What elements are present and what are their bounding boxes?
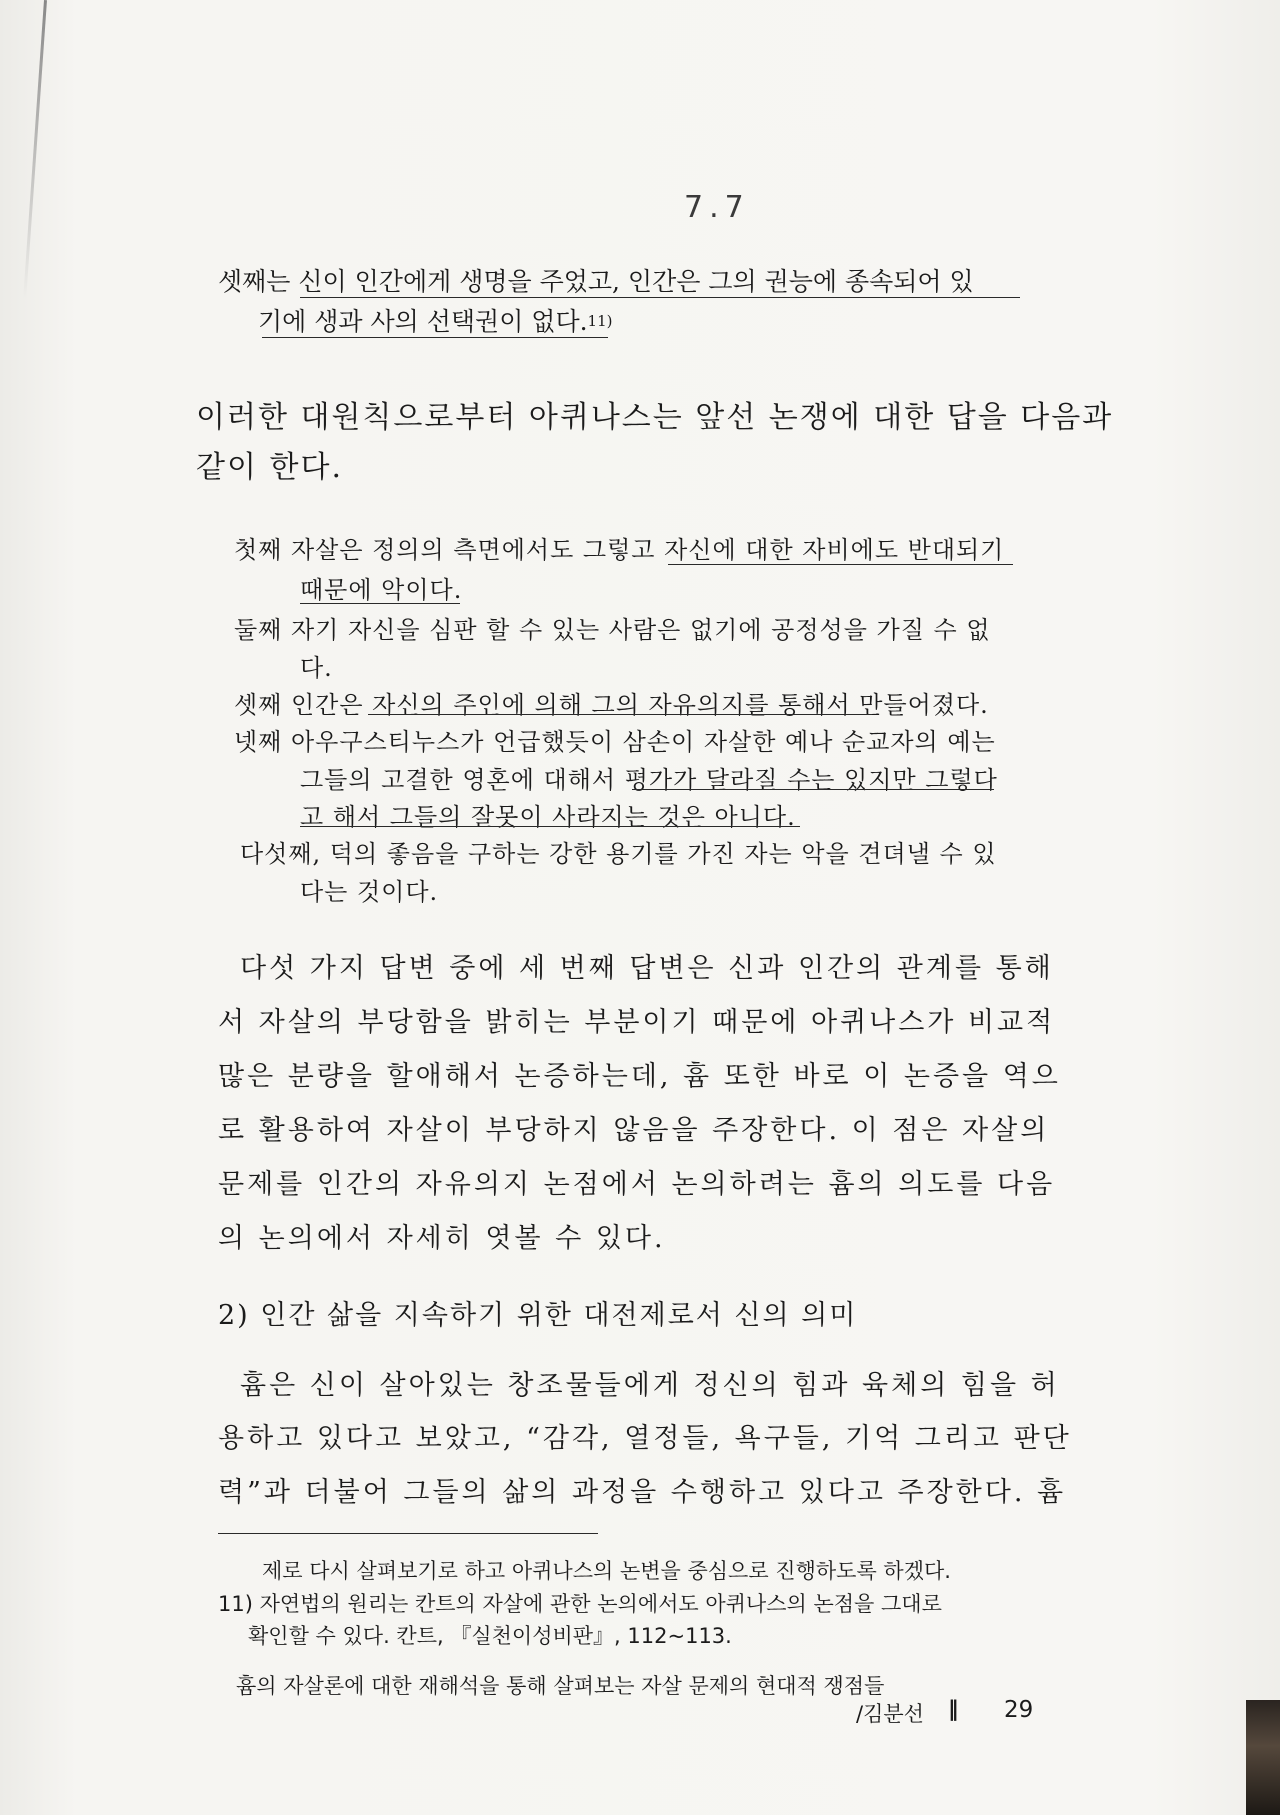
hume-para-line-2: 용하고 있다고 보았고, “감각, 열정들, 욕구들, 기억 그리고 판단 — [218, 1423, 1072, 1454]
section-heading: 2) 인간 삶을 지속하기 위한 대전제로서 신의 의미 — [218, 1300, 858, 1331]
pen-underline — [632, 789, 994, 790]
answer-5-line-2: 다는 것이다. — [300, 878, 439, 906]
footnote-11-line-2: 확인할 수 있다. 칸트, 『실천이성비판』, 112~113. — [248, 1624, 732, 1648]
hume-para-line-3: 력”과 더불어 그들의 삶의 과정을 수행하고 있다고 주장한다. 흄 — [218, 1477, 1067, 1508]
quote-third-line-1: 셋째는 신이 인간에게 생명을 주었고, 인간은 그의 권능에 종속되어 있 — [218, 267, 974, 296]
page-number: 29 — [1004, 1697, 1034, 1723]
running-footer-title: 흄의 자살론에 대한 재해석을 통해 살펴보는 자살 문제의 현대적 쟁점들 — [236, 1674, 885, 1698]
quote-third-line-2 — [258, 302, 613, 338]
answer-5-line-1: 다섯째, 덕의 좋음을 구하는 강한 용기를 가진 자는 악을 견뎌낼 수 있 — [240, 840, 997, 868]
answer-4-line-2: 그들의 고결한 영혼에 대해서 평가가 달라질 수는 있지만 그렇다 — [300, 766, 998, 794]
para3-line-5: 문제를 인간의 자유의지 논점에서 논의하려는 흄의 의도를 다음 — [218, 1169, 1056, 1200]
para3-line-6: 의 논의에서 자세히 엿볼 수 있다. — [218, 1223, 666, 1254]
quote-third-line-2-text: 기에 생과 사의 선택권이 없다. — [258, 307, 588, 336]
answer-2-line-2: 다. — [300, 654, 333, 682]
pen-underline — [368, 714, 872, 715]
answer-3-line-1: 셋째 인간은 자신의 주인에 의해 그의 자유의지를 통해서 만들어졌다. — [234, 691, 989, 719]
pen-underline — [300, 603, 460, 604]
footnote-rule — [218, 1533, 598, 1534]
hume-para-line-1: 흄은 신이 살아있는 창조물들에게 정신의 힘과 육체의 힘을 허 — [240, 1370, 1060, 1401]
para3-line-4: 로 활용하여 자살이 부당하지 않음을 주장한다. 이 점은 자살의 — [218, 1115, 1050, 1146]
answer-2-line-1: 둘째 자기 자신을 심판 할 수 있는 사람은 없기에 공정성을 가질 수 없 — [234, 616, 991, 644]
intro-line-1: 이러한 대원칙으로부터 아퀴나스는 앞선 논쟁에 대한 답을 다음과 — [196, 400, 1114, 435]
handwritten-page-mark: 7.7 — [684, 190, 750, 225]
para3-line-2: 서 자살의 부당함을 밝히는 부분이기 때문에 아퀴나스가 비교적 — [218, 1007, 1056, 1038]
scan-edge-artifact — [1246, 1700, 1280, 1815]
pen-underline — [262, 337, 608, 338]
answer-4-line-3: 고 해서 그들의 잘못이 사라지는 것은 아니다. — [300, 803, 796, 831]
footnote-continued: 제로 다시 살펴보기로 하고 아퀴나스의 논변을 중심으로 진행하도록 하겠다. — [262, 1559, 951, 1583]
running-footer-author: /김분선 — [856, 1702, 924, 1726]
footnote-11-line-1: 11) 자연법의 원리는 칸트의 자살에 관한 논의에서도 아퀴나스의 논점을 그대로 — [218, 1592, 942, 1616]
pen-underline — [300, 826, 800, 827]
pen-underline — [300, 297, 1020, 298]
para3-line-1: 다섯 가지 답변 중에 세 번째 답변은 신과 인간의 관계를 통해 — [240, 953, 1054, 984]
running-footer-separator: ‖ — [948, 1697, 959, 1721]
footnote-ref-11: 11) — [587, 312, 613, 330]
para3-line-3: 많은 분량을 할애해서 논증하는데, 흄 또한 바로 이 논증을 역으 — [218, 1061, 1061, 1092]
answer-1-line-2: 때문에 악이다. — [300, 576, 463, 604]
pen-underline — [668, 564, 1013, 565]
answer-4-line-1: 넷째 아우구스티누스가 언급했듯이 삼손이 자살한 예나 순교자의 예는 — [234, 728, 996, 756]
intro-line-2: 같이 한다. — [196, 450, 343, 485]
answer-1-line-1: 첫째 자살은 정의의 측면에서도 그렇고 자신에 대한 자비에도 반대되기 — [234, 536, 1005, 564]
